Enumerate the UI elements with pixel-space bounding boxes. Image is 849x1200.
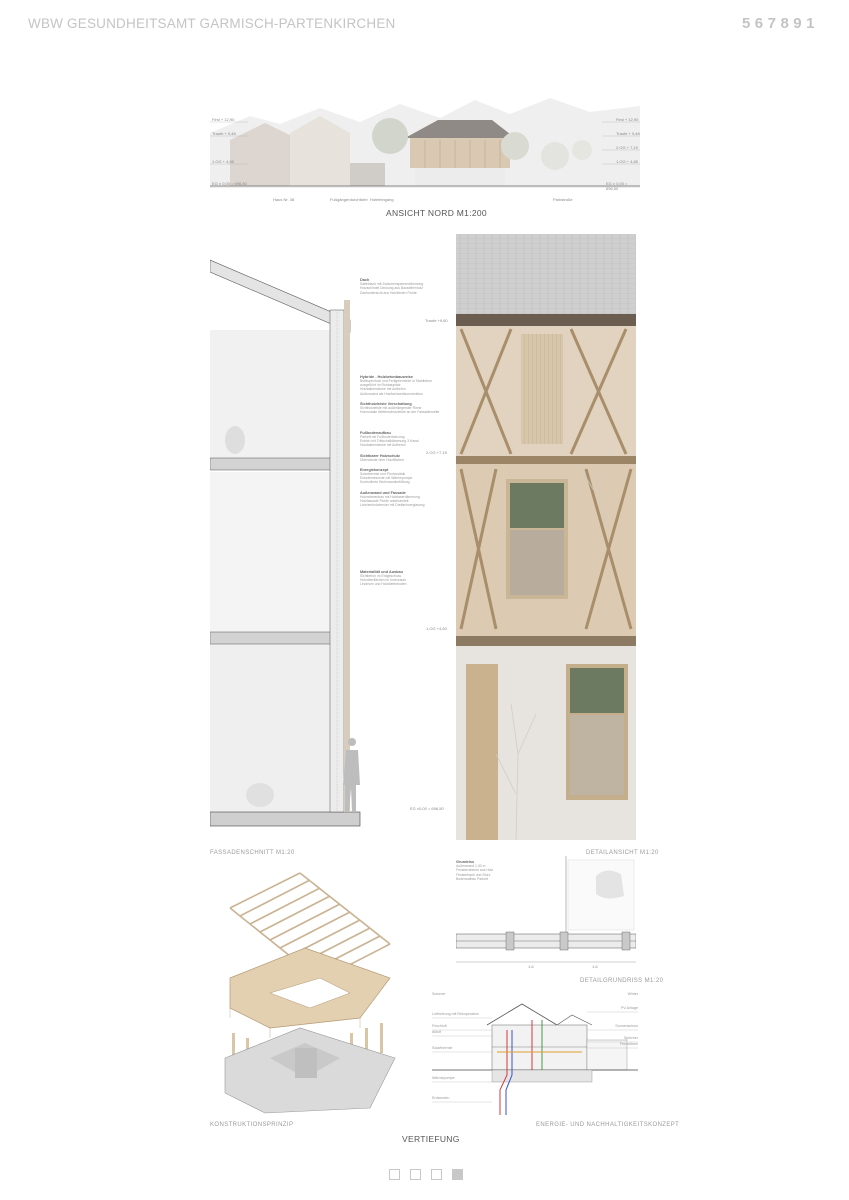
level-label-left-1: First + 12,90 [212, 117, 235, 122]
anno-title-3: Sichtholzleiste Verschattung [360, 402, 412, 407]
page-marker-4-active[interactable] [452, 1169, 463, 1180]
section-caption: FASSADENSCHNITT M1:20 [210, 850, 295, 856]
plan-detail-line: Außenwand 1,30 m [456, 864, 486, 868]
axon-svg [210, 868, 410, 1118]
anno-line: Holzoberflächen im Innenraum [360, 577, 407, 582]
page-marker-1[interactable] [389, 1169, 400, 1180]
axonometric-drawing [210, 868, 410, 1118]
level-label-right-5: EG ± 0,00 = 696,50 [606, 181, 628, 191]
elevation-label-2: Fußgängerdurchfahrt [330, 197, 368, 202]
slab-1 [210, 458, 340, 470]
plan-dim-2: 1,6 [592, 964, 598, 969]
energy-concept-drawing [432, 990, 638, 1120]
anno-line: Solarthermie und Photovoltaik [360, 471, 406, 476]
facade-svg [456, 234, 636, 840]
passage [350, 163, 385, 186]
upper-window [521, 334, 563, 444]
anno-line: Holzschindel Deckung aus Baustellenholz [360, 286, 423, 291]
energy-label-right-1: PV-Anlage [621, 1006, 638, 1010]
slab-ground [210, 812, 360, 826]
anno-line: ausgeführt im Rohbauplatz [360, 383, 401, 388]
plan-detail-line: Bodenaufbau Parkett [456, 876, 488, 881]
level-label-left-2: Traufe + 9,48 [212, 131, 236, 136]
anno-line: Horizontale Wetterschutzleiste an der Fassadenseite [360, 410, 440, 415]
anno-line: Lärchenholzfenster mit Dreifachverglasung [360, 503, 425, 508]
energy-label-left-1: Luftheizung mit Rekuperation [432, 1012, 479, 1016]
section-level-2: 2.OG +7,15 [426, 450, 447, 455]
anno-line: Estrich mit Trittschalldämmung 3 Kanal [360, 438, 419, 443]
elevation-label-1: Haus Nr. 38 [273, 197, 295, 202]
anno-line: Kontrollierte Wohnraumbelüftung [360, 480, 410, 485]
anno-line: Holzbalkendecke mit Aufbeton [360, 443, 406, 448]
energy-building-roof [487, 1004, 557, 1025]
anno-line: Satteldach mit Zwischensparrendämmung [360, 282, 424, 286]
eave [456, 314, 636, 326]
elevation-label-4: Parkstraße [553, 197, 573, 202]
axon-caption: KONSTRUKTIONSPRINZIP [210, 1122, 294, 1128]
plan-svg [456, 856, 636, 976]
anno-title-8: Materialität und Ausbau [360, 569, 403, 574]
elevation-svg [210, 78, 640, 210]
page-indicator [389, 1169, 463, 1180]
anno-line: Linoleum und Holzdielenboden [360, 582, 407, 587]
elevation-caption: ANSICHT NORD M1:200 [386, 208, 487, 218]
anno-title-7: Außenwand und Fassade [360, 490, 406, 495]
anno-line: Brettsperrholz und Fertigelemente in Stahlbeton [360, 378, 432, 383]
anno-line: Parkett mit Fußbodenheizung [360, 434, 405, 439]
level-label-right-1: First + 12,90 [616, 117, 639, 122]
plan-detail-line: Fensterrahmen aus Holz [456, 868, 494, 873]
energy-label-left-4: Solarthermie [432, 1046, 453, 1050]
section-title: VERTIEFUNG [402, 1134, 460, 1144]
plan-detail-title: Grundriss [456, 860, 475, 864]
anno-title-4: Fußbodenaufbau [360, 430, 391, 435]
anno-line: Erdwärmesonde mit Wärmepumpe [360, 476, 413, 481]
energy-label-right-3: Speicher [623, 1036, 638, 1040]
level-label-right-3: 2.OG + 7,19 [616, 145, 638, 150]
anno-line: Außenwand als Holzfachwerkkonstruktion [360, 391, 423, 396]
energy-season-right: Winter [627, 992, 638, 996]
energy-label-right-2: Sonnenschutz [615, 1024, 638, 1028]
section-level-1: Traufe +9,60 [425, 318, 448, 323]
section-svg [210, 240, 370, 840]
anno-line: Holzrahmenbau mit Holzfaserdämmung [360, 494, 420, 499]
anno-line: Sichtbeton im Erdgeschoss [360, 573, 402, 578]
roof-section [210, 260, 350, 332]
anno-line: Überstände über Holzflächen [360, 457, 404, 462]
energy-label-left-3: Abluft [432, 1030, 442, 1034]
energy-label-left-2: Frischluft [432, 1024, 447, 1028]
energy-building-body [492, 1025, 587, 1070]
facade-detail-render [456, 234, 636, 840]
page-marker-2[interactable] [410, 1169, 421, 1180]
facade-caption: DETAILANSICHT M1:20 [586, 850, 659, 856]
energy-season-left: Sommer [432, 992, 446, 996]
energy-label-left-6: Erdsonden [432, 1096, 450, 1100]
plan-dim-1: 1,6 [528, 964, 534, 969]
level-label-left-4: EG ± 0,00 = 696,50 [212, 181, 247, 186]
plan-detail-line: Fensterbank und Sturz [456, 872, 491, 877]
ground-window-shutter [570, 668, 624, 713]
plan-detail-drawing [456, 856, 636, 976]
energy-label-left-5: Wärmepumpe [432, 1076, 455, 1080]
roof-shingles [456, 234, 636, 314]
anno-title-1: Dach [360, 278, 370, 282]
middle-window-shutter [510, 483, 564, 528]
plan-detail-caption: DETAILGRUNDRISS M1:20 [580, 978, 664, 984]
anno-line: Holzbalkendecke mit Aufbeton [360, 387, 406, 392]
middle-window-glass [510, 530, 564, 595]
room-middle [210, 472, 330, 632]
anno-line: Holzfassade Fichte unbehandelt [360, 499, 409, 504]
anno-title-5: Sichtbarer Holzschutz [360, 453, 400, 458]
page-marker-3[interactable] [431, 1169, 442, 1180]
level-label-left-3: 1.OG + 4,65 [212, 159, 234, 164]
level-label-right-4: 1.OG + 4,65 [616, 159, 638, 164]
main-building-ground [415, 168, 505, 186]
entry-number: 567891 [741, 15, 819, 32]
ground-window-glass [570, 715, 624, 795]
energy-svg [432, 990, 638, 1120]
energy-label-right-4: Fernwärme [619, 1042, 638, 1046]
anno-line: Dachuntersicht aus Holzleisten Fichte [360, 290, 417, 295]
section-level-3: 1.OG +4,60 [426, 626, 447, 631]
level-label-right-2: Traufe + 9,48 [616, 131, 640, 136]
section-level-4: EG ±0,00 = 696,50 [410, 806, 444, 811]
elevation-drawing [210, 78, 640, 210]
ground-door [466, 664, 498, 840]
slab-2 [210, 632, 340, 644]
project-title: WBW GESUNDHEITSAMT GARMISCH-PARTENKIRCHEN [28, 16, 396, 31]
anno-line: Sichtholzleiste mit außenliegender Rinne [360, 406, 422, 411]
energy-caption: ENERGIE- UND NACHHALTIGKEITSKONZEPT [536, 1122, 680, 1128]
anno-title-2: Hybride - Holzbetonbauweise [360, 374, 413, 379]
section-annotations [360, 272, 450, 587]
elevation-label-3: Hoteleingang [370, 197, 394, 202]
facade-section-drawing [210, 240, 370, 840]
anno-title-6: Energiekonzept [360, 467, 389, 472]
